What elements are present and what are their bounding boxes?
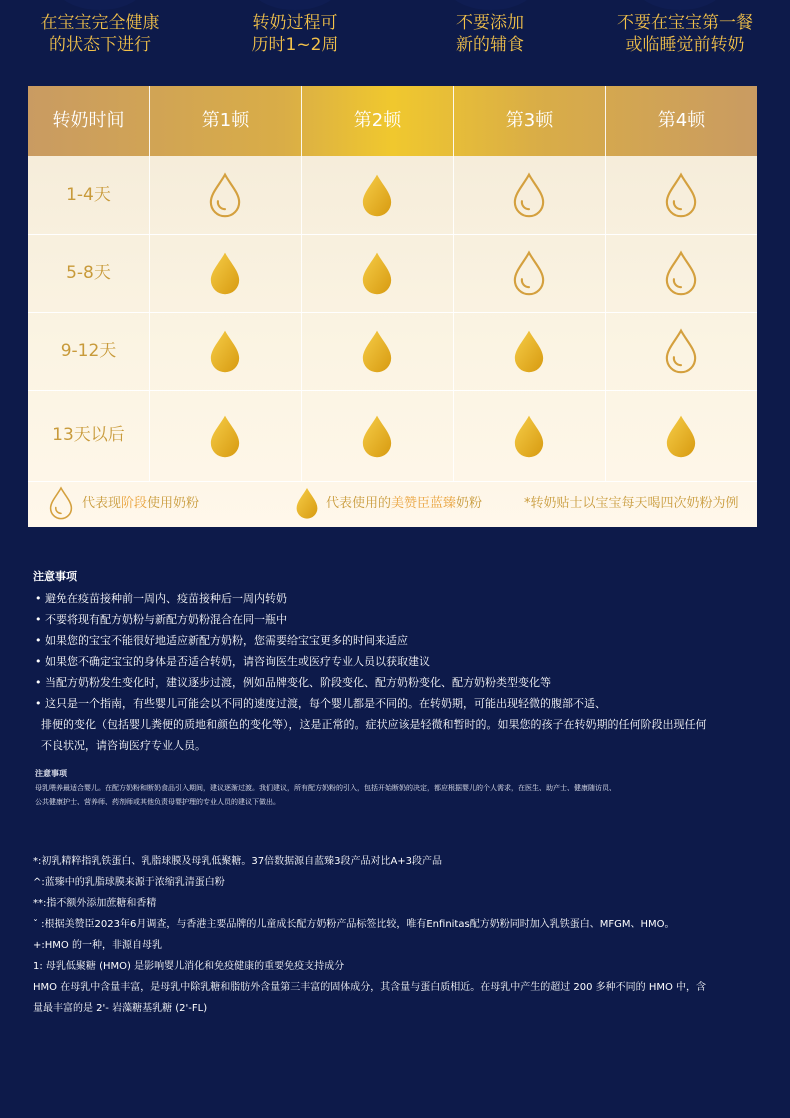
- footnote: ^:蓝臻中的乳脂球膜来源于浓缩乳清蛋白粉: [33, 877, 225, 888]
- footnote: **:指不额外添加蔗糖和香精: [33, 898, 157, 909]
- tip-3: [410, 12, 570, 56]
- tip-3-line-1: 不要添加: [456, 13, 524, 33]
- small-print-title: 注意事项: [35, 769, 67, 778]
- outline-drop-icon: [511, 250, 547, 296]
- tip-4: [595, 12, 775, 56]
- tip-circle-decoration: [635, 0, 725, 10]
- table-row: [28, 390, 757, 481]
- table-row: [28, 234, 757, 312]
- outline-drop-icon: [663, 328, 699, 374]
- note-item: • 如果您不确定宝宝的身体是否适合转奶，请咨询医生或医疗专业人员以获取建议: [33, 651, 773, 672]
- tip-circle-decoration: [55, 0, 145, 10]
- filled-drop-icon: [207, 328, 243, 374]
- header-cell-meal-1: 第1顿: [201, 110, 250, 131]
- tip-1: [20, 12, 180, 56]
- note-item-continuation: 不良状况，请咨询医疗专业人员。: [41, 739, 206, 752]
- tip-1-line-1: 在宝宝完全健康: [40, 13, 160, 33]
- row-day-label: 9-12天: [60, 341, 117, 361]
- footnotes: [33, 851, 773, 1019]
- filled-drop-icon: [359, 328, 395, 374]
- note-item: • 避免在疫苗接种前一周内、疫苗接种后一周内转奶: [33, 588, 773, 609]
- footnote: ˇ :根据美赞臣2023年6月调查，与香港主要品牌的儿童成长配方奶粉产品标签比较，唯有Enfinitas配方奶粉同时加入乳铁蛋白、MFGM、HMO。: [33, 919, 675, 930]
- footnote: *:初乳精粹指乳铁蛋白、乳脂球膜及母乳低聚糖。37倍数据源自蓝臻3段产品对比A+3段产品: [33, 856, 443, 867]
- header-cell-meal-3: 第3顿: [505, 110, 554, 131]
- table-legend: [28, 481, 757, 527]
- footnote: +:HMO 的一种，非源自母乳: [33, 940, 162, 951]
- outline-drop-icon: [663, 250, 699, 296]
- small-print-line: 公共健康护士、营养师、药剂师或其他负责母婴护理的专业人员的建议下做出。: [35, 798, 280, 806]
- tip-2: [215, 12, 375, 56]
- tip-circle-decoration: [446, 0, 536, 10]
- row-day-label: 5-8天: [66, 263, 111, 283]
- tip-4-line-1: 不要在宝宝第一餐: [617, 13, 753, 33]
- table-row: [28, 156, 757, 234]
- note-item: • 当配方奶粉发生变化时，建议逐步过渡，例如品牌变化、阶段变化、配方奶粉变化、配方奶粉类型变化等: [33, 672, 773, 693]
- legend-new-text: 代表使用的美赞臣蓝臻奶粉: [326, 496, 483, 511]
- tip-2-line-1: 转奶过程可: [252, 13, 338, 33]
- note-item: • 这只是一个指南，有些婴儿可能会以不同的速度过渡，每个婴儿都是不同的。在转奶期，可能出现轻微的腹部不适、: [33, 693, 773, 714]
- footnote: HMO 在母乳中含量丰富，是母乳中除乳糖和脂肪外含量第三丰富的固体成分，其含量与蛋白质相近。在母乳中产生的超过 200 多种不同的 HMO 中，含: [33, 982, 707, 993]
- note-item: • 如果您的宝宝不能很好地适应新配方奶粉，您需要给宝宝更多的时间来适应: [33, 630, 773, 651]
- footnote: 量最丰富的是 2'- 岩藻糖基乳糖 (2'-FL): [33, 1003, 208, 1014]
- transition-schedule-table: [28, 86, 757, 527]
- notes-title: 注意事项: [33, 570, 77, 583]
- outline-drop-icon: [207, 172, 243, 218]
- legend-note: *转奶贴士以宝宝每天喝四次奶粉为例: [524, 496, 739, 511]
- outline-drop-icon: [511, 172, 547, 218]
- filled-drop-icon: [207, 413, 243, 459]
- outline-drop-icon: [48, 486, 74, 520]
- table-row: [28, 312, 757, 390]
- tip-4-line-2: 或临睡觉前转奶: [625, 35, 745, 55]
- transition-tips: [0, 0, 790, 70]
- legend-current-text: 代表现阶段使用奶粉: [82, 496, 200, 511]
- small-print-line: 母乳喂养最适合婴儿。在配方奶粉和断奶食品引入期间，建议逐渐过渡。我们建议，所有配方奶粉的引入，包括开始断奶的决定，都应根据婴儿的个人需求，在医生、助产士、健康随访员、: [35, 784, 616, 792]
- header-cell-time: 转奶时间: [52, 110, 125, 131]
- filled-drop-icon: [663, 413, 699, 459]
- tip-2-line-2: 历时1~2周: [251, 35, 339, 55]
- header-cell-meal-2: 第2顿: [353, 110, 402, 131]
- note-item: • 不要将现有配方奶粉与新配方奶粉混合在同一瓶中: [33, 609, 773, 630]
- filled-drop-icon: [511, 328, 547, 374]
- filled-drop-icon: [359, 172, 395, 218]
- table-header: [28, 86, 757, 156]
- filled-drop-icon: [207, 250, 243, 296]
- filled-drop-icon: [359, 250, 395, 296]
- row-day-label: 13天以后: [52, 425, 125, 445]
- tip-circle-decoration: [250, 0, 340, 10]
- filled-drop-icon: [359, 413, 395, 459]
- footnote: 1: 母乳低聚糖 (HMO) 是影响婴儿消化和免疫健康的重要免疫支持成分: [33, 961, 345, 972]
- filled-drop-icon: [294, 486, 320, 520]
- notes-section: [33, 566, 773, 756]
- outline-drop-icon: [663, 172, 699, 218]
- header-cell-meal-4: 第4顿: [657, 110, 706, 131]
- tip-3-line-2: 新的辅食: [456, 35, 524, 55]
- filled-drop-icon: [511, 413, 547, 459]
- tip-1-line-2: 的状态下进行: [49, 35, 151, 55]
- row-day-label: 1-4天: [66, 185, 111, 205]
- note-item-continuation: 排便的变化（包括婴儿粪便的质地和颜色的变化等），这是正常的。症状应该是轻微和暂时的。如果您的孩子在转奶期的任何阶段出现任何: [41, 718, 707, 731]
- small-print-notice: [35, 767, 765, 809]
